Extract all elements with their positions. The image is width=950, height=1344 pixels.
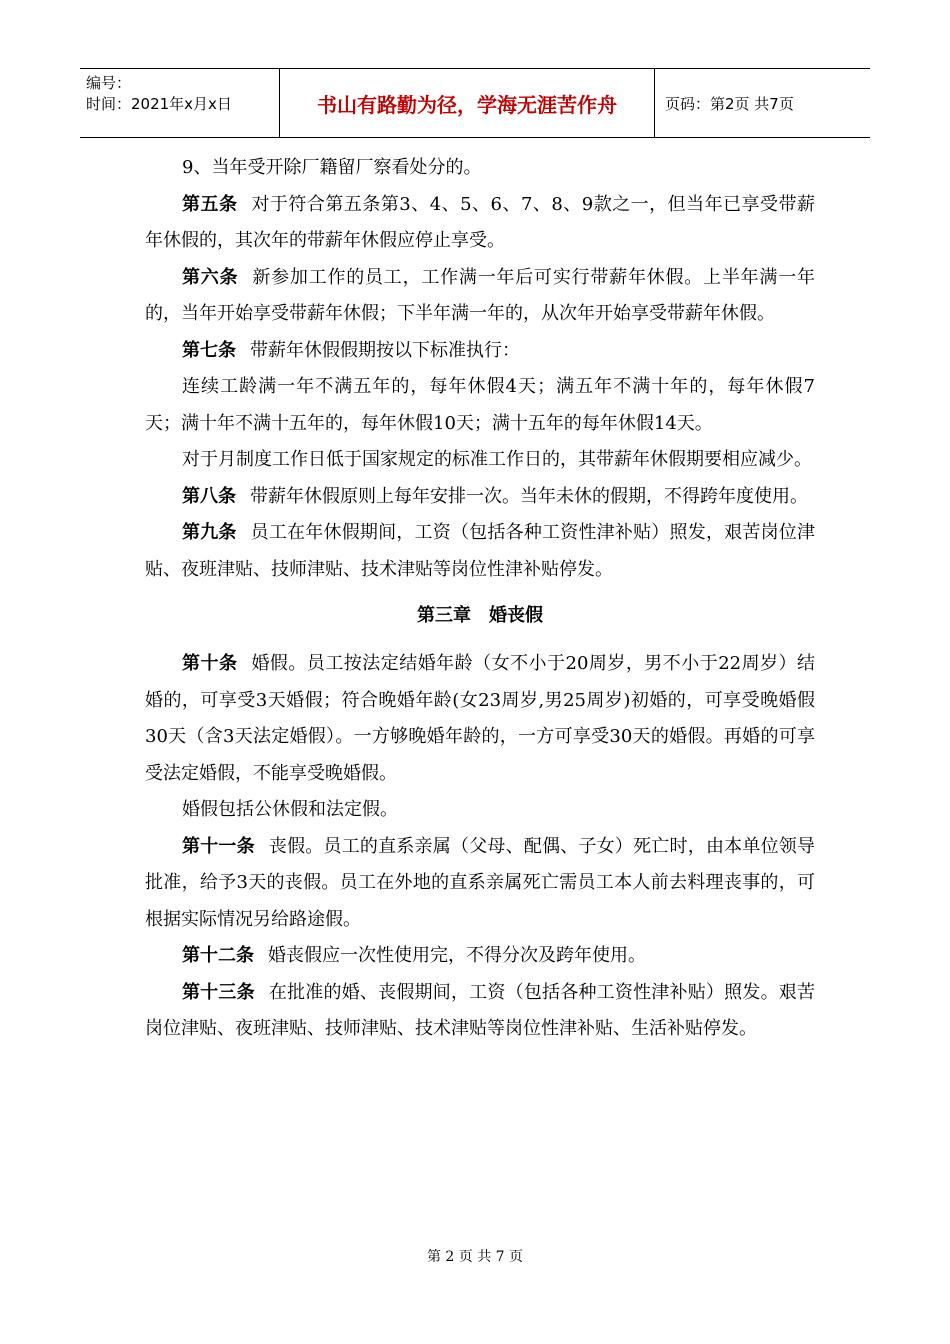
article-text: 9、当年受开除厂籍留厂察看处分的。 (182, 157, 482, 178)
article-paragraph (145, 333, 815, 370)
article-label: 第五条 (182, 193, 238, 215)
article-paragraph (145, 479, 815, 516)
chapter-title: 第三章 婚丧假 (417, 605, 543, 626)
article-group-1 (145, 150, 815, 588)
article-paragraph (145, 646, 815, 792)
article-text: 带薪年休假原则上每年安排一次。当年未休的假期，不得跨年度使用。 (250, 485, 808, 507)
article-text: 连续工龄满一年不满五年的，每年休假4天；满五年不满十年的，每年休假7天；满十年不满十五年的，每年休假10天；满十五年的每年休假14天。 (145, 376, 815, 434)
article-paragraph (145, 938, 815, 975)
article-text: 婚假。员工按法定结婚年龄（女不小于20周岁，男不小于22周岁）结婚的，可享受3天婚假；符合晚婚年龄(女23周岁,男25周岁)初婚的，可享受晚婚假30天（含3天法定婚假）。一方够晚婚年龄的，一方可享受30天的婚假。再婚的可享受法定婚假，不能享受晚婚假。 (145, 653, 816, 784)
article-label: 第十一条 (182, 835, 255, 857)
article-text: 员工在年休假期间，工资（包括各种工资性津补贴）照发，艰苦岗位津贴、夜班津贴、技师津贴、技术津贴等岗位性津补贴停发。 (145, 522, 816, 580)
document-number-label: 编号： (86, 74, 132, 92)
header-page-label: 页码：第2页 共7页 (665, 94, 794, 113)
article-text: 婚假包括公休假和法定假。 (182, 799, 398, 820)
article-text: 新参加工作的员工，工作满一年后可实行带薪年休假。上半年满一年的，当年开始享受带薪年休假；下半年满一年的，从次年开始享受带薪年休假。 (145, 266, 815, 324)
article-label: 第九条 (182, 522, 237, 543)
article-label: 第十二条 (182, 945, 254, 966)
article-paragraph (145, 187, 815, 260)
article-paragraph (145, 150, 815, 187)
document-time-label: 时间：2021年x月x日 (86, 95, 232, 113)
article-label: 第六条 (182, 266, 239, 288)
article-text: 在批准的婚、丧假期间，工资（包括各种工资性津补贴）照发。艰苦岗位津贴、夜班津贴、技师津贴、技术津贴等岗位性津补贴、生活补贴停发。 (145, 981, 816, 1039)
article-text: 对于月制度工作日低于国家规定的标准工作日的，其带薪年休假期要相应减少。 (182, 449, 812, 470)
article-label: 第八条 (182, 485, 236, 507)
article-text: 对于符合第五条第3、4、5、6、7、8、9款之一，但当年已享受带薪年休假的，其次年的带薪年休假应停止享受。 (145, 193, 816, 251)
article-label: 第十三条 (182, 981, 255, 1003)
article-paragraph (145, 369, 815, 442)
article-text: 婚丧假应一次性使用完，不得分次及跨年使用。 (268, 945, 646, 966)
page-header (80, 68, 870, 138)
page-footer: 第 2 页 共 7 页 (426, 1249, 524, 1265)
article-text: 丧假。员工的直系亲属（父母、配偶、子女）死亡时，由本单位领导批准，给予3天的丧假。员工在外地的直系亲属死亡需员工本人前去料理丧事的，可根据实际情况另给路途假。 (145, 835, 816, 930)
article-group-2 (145, 646, 815, 1048)
article-paragraph (145, 442, 815, 479)
article-text: 带薪年休假假期按以下标准执行： (250, 339, 520, 361)
article-paragraph (145, 515, 815, 588)
document-body (145, 150, 815, 1048)
header-motto: 书山有路勤为径，学海无涯苦作舟 (280, 69, 655, 137)
article-paragraph (145, 260, 815, 333)
header-meta (80, 69, 280, 137)
article-label: 第七条 (182, 339, 236, 361)
article-paragraph (145, 829, 815, 939)
article-paragraph (145, 975, 815, 1048)
article-label: 第十条 (182, 653, 238, 674)
article-paragraph (145, 792, 815, 829)
